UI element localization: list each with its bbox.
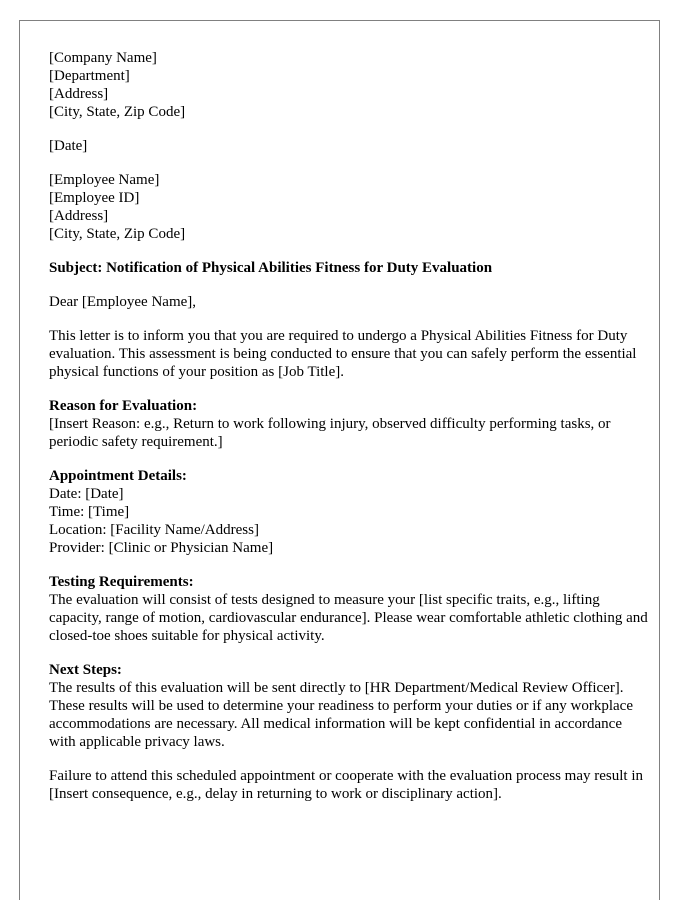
- letter-page: [19, 20, 660, 900]
- appointment-heading: Appointment Details:: [49, 468, 187, 484]
- recipient-name: [Employee Name]: [49, 172, 160, 188]
- next-steps-text: The results of this evaluation will be sent directly to [HR Department/Medical Review Officer]. These results will be used to determine your readiness to perform your duties or if any workplace accommodations are necessary. All medical information will be kept confidential in accordance with applicable privacy laws.: [49, 680, 633, 750]
- salutation: Dear [Employee Name],: [49, 294, 197, 310]
- recipient-city-state-zip: [City, State, Zip Code]: [49, 226, 186, 242]
- testing-text: The evaluation will consist of tests designed to measure your [list specific traits, e.g., lifting capacity, range of motion, cardiovascular endurance]. Please wear comfortable athletic clothing and closed-toe shoes suitable for physical activity.: [49, 592, 648, 644]
- closing-paragraph: Failure to attend this scheduled appointment or cooperate with the evaluation process may result in [Insert consequence, e.g., delay in returning to work or disciplinary action].: [49, 768, 644, 802]
- recipient-address-block: [49, 171, 649, 243]
- sender-department: [Department]: [49, 68, 130, 84]
- reason-heading: Reason for Evaluation:: [49, 398, 198, 414]
- appointment-time: Time: [Time]: [49, 504, 130, 520]
- recipient-address: [Address]: [49, 208, 109, 224]
- reason-text: [Insert Reason: e.g., Return to work following injury, observed difficulty performing tasks, or periodic safety requirement.]: [49, 416, 611, 450]
- sender-address-block: [49, 49, 649, 121]
- letter-subject: Subject: Notification of Physical Abilities Fitness for Duty Evaluation: [49, 260, 493, 276]
- appointment-date: Date: [Date]: [49, 486, 124, 502]
- sender-city-state-zip: [City, State, Zip Code]: [49, 104, 186, 120]
- sender-address: [Address]: [49, 86, 109, 102]
- sender-company: [Company Name]: [49, 50, 157, 66]
- next-steps-heading: Next Steps:: [49, 662, 122, 678]
- testing-heading: Testing Requirements:: [49, 574, 194, 590]
- letter-body: [49, 49, 649, 819]
- letter-date: [Date]: [49, 138, 88, 154]
- intro-paragraph: This letter is to inform you that you are required to undergo a Physical Abilities Fitness for Duty evaluation. This assessment is being conducted to ensure that you can safely perform the essential physical functions of your position as [Job Title].: [49, 328, 637, 380]
- appointment-location: Location: [Facility Name/Address]: [49, 522, 259, 538]
- testing-section: [49, 573, 649, 645]
- appointment-provider: Provider: [Clinic or Physician Name]: [49, 540, 274, 556]
- appointment-section: [49, 467, 649, 557]
- next-steps-section: [49, 661, 649, 751]
- recipient-id: [Employee ID]: [49, 190, 140, 206]
- reason-section: [49, 397, 649, 451]
